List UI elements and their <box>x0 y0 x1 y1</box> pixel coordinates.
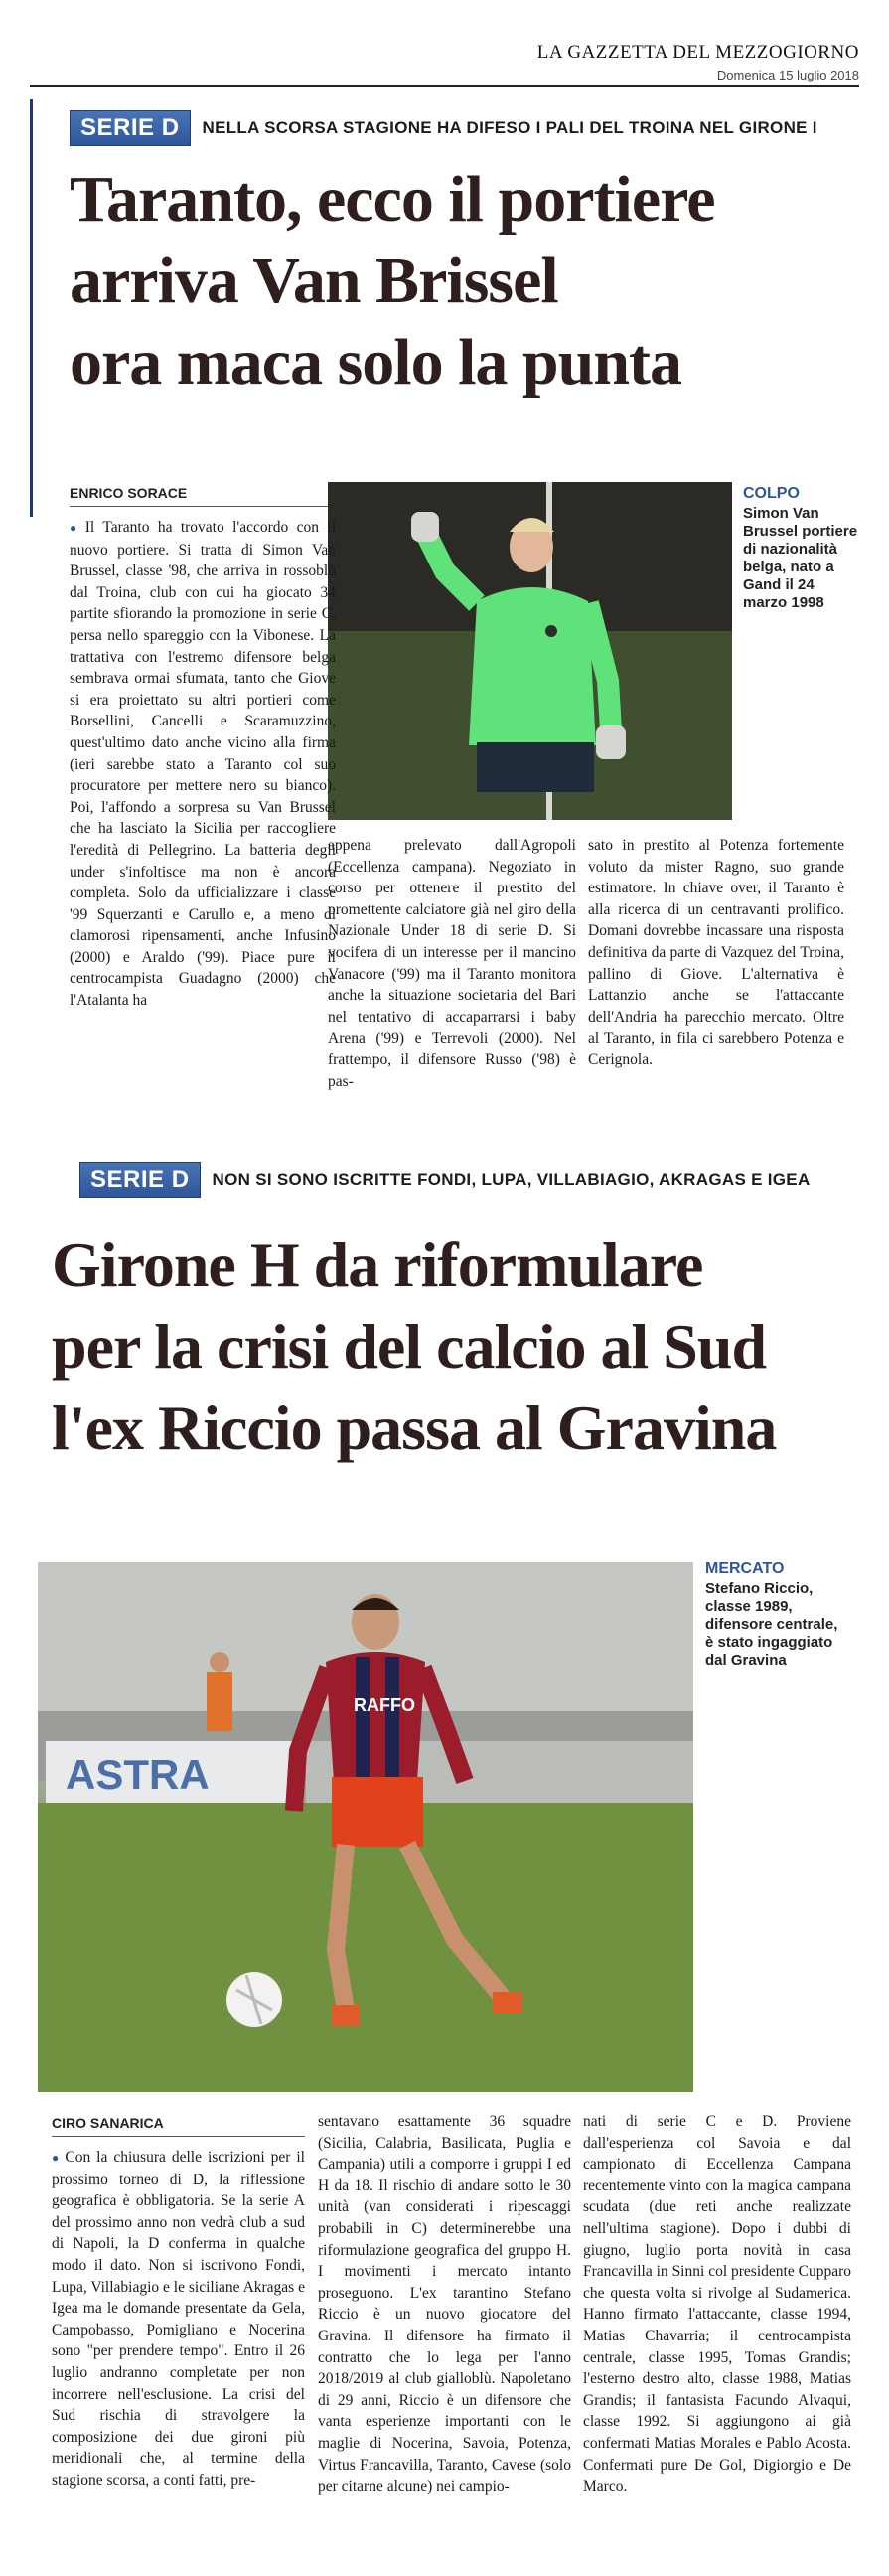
article-girone-h <box>30 1153 859 2564</box>
caption-text: Simon Van Brussel portiere di nazionalità belga, nato a Gand il 24 marzo 1998 <box>743 505 858 611</box>
newspaper-name: LA GAZZETTA DEL MEZZOGIORNO <box>536 42 859 63</box>
goalkeeper-photo <box>328 482 732 820</box>
headline-line: Taranto, ecco il portiere <box>70 163 715 236</box>
headline-line: arriva Van Brissel <box>70 244 558 317</box>
headline <box>52 1224 776 1469</box>
headline-line: l'ex Riccio passa al Gravina <box>52 1392 777 1463</box>
headline <box>70 159 715 403</box>
article-column <box>328 835 576 1092</box>
kicker-row <box>70 109 817 147</box>
issue-date: Domenica 15 luglio 2018 <box>716 68 859 82</box>
serie-d-badge: SERIE D <box>79 1162 201 1198</box>
column-text: nati di serie C e D. Proviene dall'esperienza col Savoia e dal campionato di Eccellenza Campana recentemente vinto con la magica campana scudata (due reti anche realizzate nell'ultima stagione). Dopo i dubbi di giugno, luglio porta novità in casa Francavilla in Sinni col presidente Cupparo che questa volta si rivolge al Sudamerica. Hanno firmato l'attaccante, classe 1994, Matias Chavarria; il centrocampista centrale, classe 1995, Tomas Grandis; l'esterno destro alto, classe 1988, Matias Grandis; il fantasista Facundo Alvaqui, classe 1992. Si aggiungono ai già confermati Matias Morales e Pablo Acosta. Confermati pure De Gol, Digiorgio e De Marco. <box>583 2113 851 2496</box>
article-taranto-goalkeeper <box>30 99 859 1133</box>
article-column <box>70 517 336 1012</box>
headline-line: Girone H da riformulare <box>52 1229 703 1300</box>
kicker-row <box>79 1161 811 1199</box>
photo-caption <box>743 485 860 612</box>
byline: ENRICO SORACE <box>70 485 336 507</box>
article-column <box>52 2147 305 2492</box>
article-column <box>318 2111 571 2497</box>
masthead <box>30 38 859 87</box>
lead-bullet-icon: ● <box>52 2151 62 2165</box>
caption-text: Stefano Riccio, classe 1989, difensore centrale, è stato ingaggiato dal Gravina <box>705 1580 838 1669</box>
photo-caption <box>705 1560 844 1670</box>
column-text: sentavano esattamente 36 squadre (Sicilia, Calabria, Basilicata, Puglia e Campania) utili a comporre i gruppi I ed H da 18. Il rischio di andare sotto le 30 unità (van considerati i ripescaggi probabili in C) determinerebbe una riformulazione geografica del gruppo H. I movimenti i mercato intanto proseguono. L'ex tarantino Stefano Riccio è un nuovo giocatore del Gravina. Il difensore ha firmato il contratto che lo lega per l'anno 2018/2019 al club gialloblù. Napoletano di 29 anni, Riccio è un difensore che vanta esperienze importanti con le maglie di Nocerina, Savoia, Potenza, Virtus Francavilla, Taranto, Cavese (solo per citarne alcune) nei campio- <box>318 2113 571 2496</box>
masthead-rule <box>30 85 859 87</box>
article-accent-bar <box>30 99 33 517</box>
stadium-sign: ASTRA <box>66 1751 210 1798</box>
byline: CIRO SANARICA <box>52 2115 305 2137</box>
player-illustration <box>38 1562 693 2092</box>
column-text: Con la chiusura delle iscrizioni per il prossimo torneo di D, la riflessione geografica è obbligatoria. Se la serie A del prossimo anno non vedrà club a sud di Napoli, la D conferma in qualche modo il dato. Non si iscrivono Fondi, Lupa, Villabiagio e le siciliane Akragas e Igea ma le domande presentate da Gela, Campobasso, Pomigliano e Nocerina sono "per prendere tempo". Entro il 26 luglio andranno completate per non incorrere nell'esclusione. La crisi del Sud rischia di stravolgere la composizione dei due gironi più meridionali che, al termine della stagione scorsa, a conti fatti, pre- <box>52 2149 305 2489</box>
riccio-photo <box>38 1562 693 2092</box>
serie-d-badge: SERIE D <box>70 110 191 146</box>
headline-line: per la crisi del calcio al Sud <box>52 1311 767 1381</box>
column-text: appena prelevato dall'Agropoli (Eccellenza campana). Negoziato in corso per ottenere il prestito del promettente calciatore già nel giro della Nazionale Under 18 di serie D. Si vocifera di un interesse per il mancino Vanacore ('99) ma il Taranto monitora anche la situazione societaria del Bari nel tentativo di accaparrarsi i baby Arena ('99) e Terrevoli (2000). Nel frattempo, il difensore Russo ('98) è pas- <box>328 837 576 1090</box>
kicker-text: NON SI SONO ISCRITTE FONDI, LUPA, VILLABIAGIO, AKRAGAS E IGEA <box>212 1170 811 1189</box>
jersey-sponsor: RAFFO <box>354 1695 415 1715</box>
goalkeeper-illustration <box>328 482 732 820</box>
article-column <box>588 835 844 1071</box>
caption-tag: COLPO <box>743 485 800 502</box>
caption-tag: MERCATO <box>705 1560 785 1577</box>
article-column <box>583 2111 851 2497</box>
column-text: Il Taranto ha trovato l'accordo con il nuovo portiere. Si tratta di Simon Van Brussel, classe '98, che arriva in rossoblù dal Troina, club con cui ha giocato 34 partite sfiorando la promozione in serie C, persa nello spareggio con la Vibonese. La trattativa con l'estremo difensore belga sembrava ormai sfumata, tanto che Giove si era proiettato su altri portieri come Borsellini, Cancelli e Scaramuzzino, quest'ultimo dato anche vicino alla firma (ieri sarebbe stato a Taranto col suo procuratore per mettere nero su bianco). Poi, l'affondo a sorpresa su Van Brussel che ha lasciato la Sicilia per raccogliere l'eredità di Pellegrino. La batteria degli under s'infoltisce ma non è ancora completa. Solo da ufficializzare i classe '99 Squerzanti e Carullo e, a meno di clamorosi ripensamenti, anche Infusino (2000) e Araldo ('99). Piace pure il centrocampista Guadagno (2000) che l'Atalanta ha <box>70 519 337 1010</box>
headline-line: ora maca solo la punta <box>70 326 682 399</box>
lead-bullet-icon: ● <box>70 521 81 535</box>
kicker-text: NELLA SCORSA STAGIONE HA DIFESO I PALI DEL TROINA NEL GIRONE I <box>202 118 817 137</box>
column-text: sato in prestito al Potenza fortemente voluto da mister Ragno, suo grande estimatore. In chiave over, il Taranto è alla ricerca di un centravanti prolifico. Domani dovrebbe incassare una risposta definitiva da parte di Vazquez del Troina, pallino di Giove. L'alternativa è Lattanzio anche se l'attaccante dell'Andria ha parecchio mercato. Oltre al Taranto, in fila ci sarebbero Potenza e Cerignola. <box>588 837 844 1068</box>
